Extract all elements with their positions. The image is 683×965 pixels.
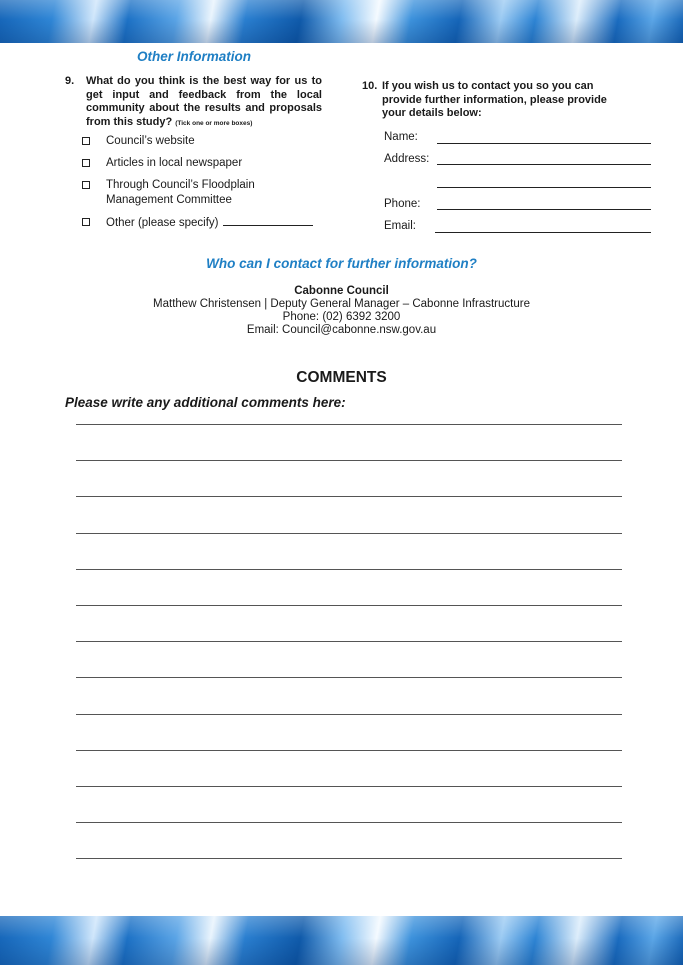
other-specify-field[interactable]: [223, 215, 313, 226]
phone-label: Phone:: [384, 198, 421, 210]
name-field[interactable]: [437, 143, 651, 144]
option-label: Articles in local newspaper: [106, 157, 243, 169]
checkbox-local-newspaper[interactable]: [82, 159, 90, 167]
address-field-line-2[interactable]: [437, 187, 651, 188]
question-9-text: What do you think is the best way for us to get input and feedback from the local community about the results and proposals from this study? (Tick one or more boxes): [86, 75, 322, 128]
email-field[interactable]: [435, 232, 651, 233]
contact-organisation: Cabonne Council: [294, 285, 389, 297]
address-field-line-1[interactable]: [437, 164, 651, 165]
bottom-decorative-banner: [0, 916, 683, 965]
comment-line[interactable]: [76, 822, 622, 823]
comment-line[interactable]: [76, 641, 622, 642]
comment-line[interactable]: [76, 496, 622, 497]
option-label: Other (please specify): [106, 217, 219, 229]
comment-line[interactable]: [76, 569, 622, 570]
comment-line[interactable]: [76, 750, 622, 751]
comment-line[interactable]: [76, 858, 622, 859]
contact-heading: Who can I contact for further information?: [206, 256, 477, 271]
comment-line[interactable]: [76, 460, 622, 461]
address-label: Address:: [384, 153, 430, 165]
comments-title: COMMENTS: [296, 369, 387, 386]
comment-line[interactable]: [76, 714, 622, 715]
tick-note: (Tick one or more boxes): [175, 119, 253, 127]
comment-line[interactable]: [76, 677, 622, 678]
option-floodplain-committee[interactable]: [82, 178, 272, 208]
section-title: Other Information: [137, 49, 251, 64]
question-10-number: 10.: [362, 80, 378, 92]
top-decorative-banner: [0, 0, 683, 43]
question-9: [65, 75, 322, 130]
option-label: Through Council’s Floodplain Management Committee: [106, 179, 255, 206]
name-label: Name:: [384, 131, 418, 143]
comment-line[interactable]: [76, 786, 622, 787]
option-councils-website[interactable]: [82, 134, 195, 149]
option-other[interactable]: [82, 215, 313, 231]
checkbox-floodplain-committee[interactable]: [82, 181, 90, 189]
checkbox-other[interactable]: [82, 218, 90, 226]
question-9-number: 9.: [65, 75, 75, 87]
contact-person: Matthew Christensen | Deputy General Manager – Cabonne Infrastructure: [153, 298, 530, 310]
checkbox-councils-website[interactable]: [82, 137, 90, 145]
contact-details: [0, 285, 683, 337]
option-local-newspaper[interactable]: [82, 156, 242, 171]
email-label: Email:: [384, 220, 416, 232]
phone-field[interactable]: [437, 209, 651, 210]
question-10-text: If you wish us to contact you so you can provide further information, please provide your details below:: [382, 80, 607, 119]
comments-prompt: Please write any additional comments here:: [65, 395, 346, 410]
comment-line[interactable]: [76, 605, 622, 606]
question-10: [362, 80, 632, 121]
comment-line[interactable]: [76, 424, 622, 425]
comment-line[interactable]: [76, 533, 622, 534]
contact-phone: Phone: (02) 6392 3200: [282, 311, 401, 323]
option-label: Council’s website: [106, 135, 195, 147]
contact-email: Email: Council@cabonne.nsw.gov.au: [246, 324, 437, 336]
